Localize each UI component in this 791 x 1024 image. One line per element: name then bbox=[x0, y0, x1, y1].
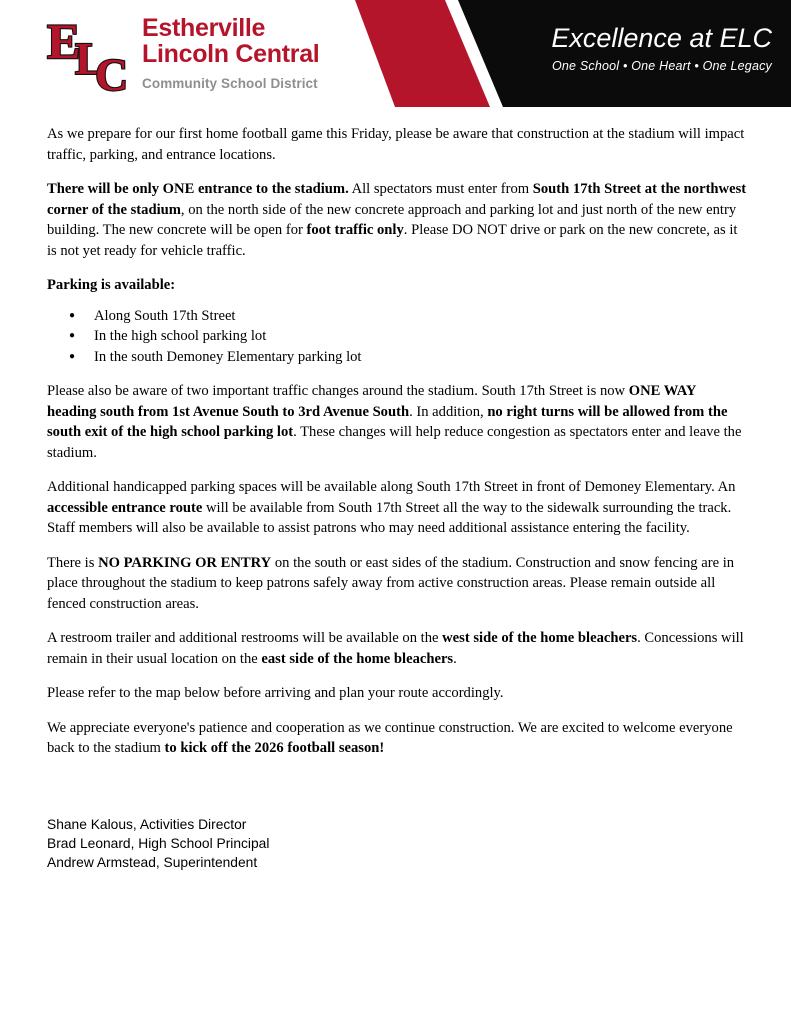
intro-paragraph: As we prepare for our first home football game this Friday, please be aware that construction at the stadium will impact traffic, parking, and entrance locations. bbox=[47, 126, 745, 163]
letterhead-banner bbox=[0, 0, 791, 107]
signature-line: Brad Leonard, High School Principal bbox=[47, 836, 270, 851]
no-parking-bold-1: NO PARKING OR ENTRY bbox=[98, 554, 272, 571]
parking-heading-text: Parking is available: bbox=[47, 277, 176, 293]
parking-list bbox=[47, 306, 749, 368]
district-name-line1: Estherville bbox=[142, 14, 266, 42]
accessible-text-2: will be available from South 17th Street all the way to the sidewalk surrounding the track. Staff members will also be available to assist patrons who may need additional assistance entering the facility. bbox=[47, 499, 732, 536]
no-parking-text-1: There is bbox=[47, 554, 99, 571]
district-subtitle: Community School District bbox=[142, 76, 318, 91]
traffic-paragraph bbox=[47, 381, 749, 463]
accessible-paragraph bbox=[47, 477, 749, 539]
signature-block bbox=[47, 815, 447, 872]
entrance-text-2: , on the north side of the new concrete approach and parking lot and just north of the new entry building. The new concrete will be open for bbox=[47, 201, 737, 238]
closing-paragraph bbox=[47, 718, 749, 759]
signature-line: Shane Kalous, Activities Director bbox=[47, 817, 247, 832]
map-note-paragraph: Please refer to the map below before arriving and plan your route accordingly. bbox=[47, 685, 504, 701]
closing-text-1: We appreciate everyone's patience and cooperation as we continue construction. We are excited to welcome everyone back to the stadium bbox=[47, 719, 733, 756]
restrooms-bold-1: west side of the home bleachers bbox=[442, 630, 638, 646]
accessible-bold-1: accessible entrance route bbox=[47, 499, 203, 516]
list-item: ● Along South 17th Street bbox=[47, 306, 749, 327]
no-parking-paragraph bbox=[47, 553, 749, 615]
entrance-bold-1: There will be only ONE entrance to the stadium. bbox=[47, 181, 349, 197]
signature-line: Andrew Armstead, Superintendent bbox=[47, 855, 258, 870]
accessible-text-1: Additional handicapped parking spaces will be available along South 17th Street in front of Demoney Elementary. An bbox=[47, 479, 736, 495]
entrance-paragraph bbox=[47, 179, 749, 261]
closing-bold-1: to kick off the 2026 football season! bbox=[164, 740, 385, 756]
parking-heading bbox=[47, 275, 749, 296]
logo-letter-l: L bbox=[75, 33, 106, 84]
district-name-block bbox=[142, 15, 319, 92]
list-item: ● In the high school parking lot bbox=[47, 326, 749, 347]
entrance-text-3: . Please DO NOT drive or park on the new concrete, as it is not yet ready for vehicle traffic. bbox=[47, 222, 738, 259]
traffic-bold-2: no right turns will be allowed from the south exit of the high school parking lot bbox=[47, 403, 728, 440]
district-name-line2: Lincoln Central bbox=[142, 40, 320, 68]
traffic-bold-1: ONE WAY heading south from 1st Avenue South to 3rd Avenue South bbox=[47, 383, 696, 420]
restrooms-paragraph bbox=[47, 628, 749, 669]
slogan-tagline: One School • One Heart • One Legacy bbox=[551, 59, 772, 73]
slogan-block bbox=[470, 22, 772, 74]
slogan-title: Excellence at ELC bbox=[551, 23, 772, 53]
logo-letter-e: E bbox=[47, 13, 81, 69]
letter-body bbox=[47, 124, 749, 773]
restrooms-text-2: . Concessions will remain in their usual location on the bbox=[47, 630, 744, 667]
logo-letter-c: C bbox=[95, 49, 129, 92]
traffic-text-2: . In addition, bbox=[409, 403, 488, 420]
no-parking-text-2: on the south or east sides of the stadium. Construction and snow fencing are in place throughout the stadium to keep patrons safely away from active construction areas. Please remain outside all fenced construction areas. bbox=[47, 554, 735, 612]
entrance-bold-2: South 17th Street at the northwest corner of the stadium bbox=[47, 181, 747, 218]
restrooms-text-1: A restroom trailer and additional restrooms will be available on the bbox=[47, 630, 443, 646]
entrance-text-1: All spectators must enter from bbox=[348, 181, 533, 197]
entrance-bold-3: foot traffic only bbox=[306, 222, 404, 238]
traffic-text-3: . These changes will help reduce congestion as spectators enter and leave the stadium. bbox=[47, 424, 742, 461]
list-item: ● In the south Demoney Elementary parking lot bbox=[47, 347, 749, 368]
restrooms-text-3: . bbox=[453, 650, 457, 667]
elc-logo bbox=[45, 12, 129, 92]
traffic-text-1: Please also be aware of two important traffic changes around the stadium. South 17th Street is now bbox=[47, 383, 629, 399]
restrooms-bold-2: east side of the home bleachers bbox=[261, 650, 454, 667]
